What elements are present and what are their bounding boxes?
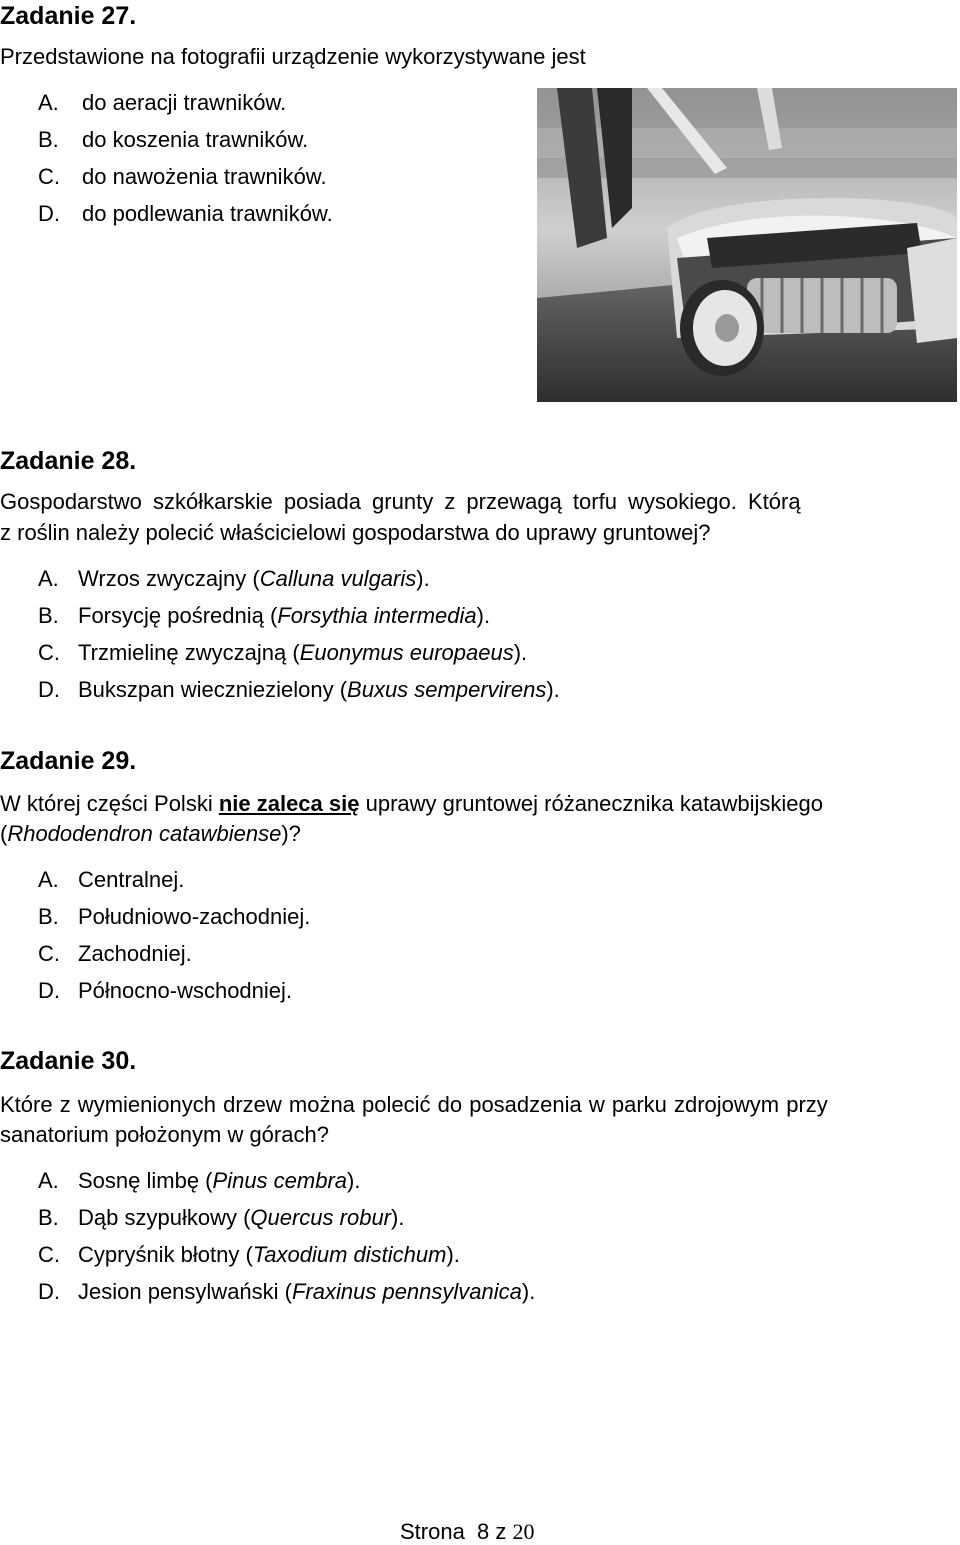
aerator-photo (537, 88, 957, 402)
option-text: Forsycję pośrednią (Forsythia intermedia). (78, 603, 491, 628)
task-29-question-line2: (Rhododendron catawbiense)? (0, 821, 301, 846)
task-29-question-line1: W której części Polski nie zaleca się uprawy gruntowej różanecznika katawbijskiego (0, 791, 823, 816)
latin-name: Quercus robur (250, 1205, 392, 1230)
task-30-question-line1: Które z wymienionych drzew można polecić do posadzenia w parku zdrojowym przy (0, 1092, 828, 1117)
task-29-heading: Zadanie 29. (0, 747, 137, 775)
task-27-question: Przedstawione na fotografii urządzenie wykorzystywane jest (0, 44, 586, 69)
option-text: Bukszpan wieczniezielony (Buxus sempervirens). (78, 677, 560, 702)
option-letter: C. (38, 941, 60, 966)
option-text: Północno-wschodniej. (78, 978, 293, 1003)
option-text: Zachodniej. (78, 941, 192, 966)
task-30-heading: Zadanie 30. (0, 1047, 137, 1075)
page-footer (400, 1519, 534, 1545)
option-letter: C. (38, 1242, 60, 1267)
option-text: Trzmielinę zwyczajną (Euonymus europaeus). (78, 640, 528, 665)
latin-name: Fraxinus pennsylvanica (291, 1279, 522, 1304)
option-letter: D. (38, 677, 60, 702)
task-28-question-line1: Gospodarstwo szkółkarskie posiada grunty z przewagą torfu wysokiego. Którą (0, 489, 801, 514)
option-letter: D. (38, 978, 60, 1003)
option-text: do aeracji trawników. (82, 90, 287, 115)
option-text: Dąb szypułkowy (Quercus robur). (78, 1205, 405, 1230)
option-letter: B. (38, 127, 59, 152)
latin-name: Euonymus europaeus (299, 640, 514, 665)
option-letter: B. (38, 904, 59, 929)
latin-name: Rhododendron catawbiense (7, 821, 282, 846)
option-letter: A. (38, 566, 59, 591)
task-27-heading: Zadanie 27. (0, 2, 137, 30)
footer-total-pages: 20 (512, 1519, 535, 1544)
option-text: do koszenia trawników. (82, 127, 309, 152)
emphasis-not-recommended: nie zaleca się (218, 791, 360, 816)
option-text: Centralnej. (78, 867, 185, 892)
option-text: do podlewania trawników. (82, 201, 333, 226)
option-text: Sosnę limbę (Pinus cembra). (78, 1168, 361, 1193)
option-letter: B. (38, 1205, 59, 1230)
task-28-question-line2: z roślin należy polecić właścicielowi gospodarstwa do uprawy gruntowej? (0, 520, 711, 545)
latin-name: Forsythia intermedia (277, 603, 477, 628)
option-letter: A. (38, 867, 59, 892)
option-letter: C. (38, 640, 60, 665)
option-text: Jesion pensylwański (Fraxinus pennsylvanica). (78, 1279, 536, 1304)
latin-name: Pinus cembra (212, 1168, 348, 1193)
footer-label: Strona (400, 1519, 465, 1544)
option-letter: D. (38, 201, 60, 226)
option-text: Wrzos zwyczajny (Calluna vulgaris). (78, 566, 430, 591)
option-letter: C. (38, 164, 60, 189)
option-text: Cypryśnik błotny (Taxodium distichum). (78, 1242, 460, 1267)
option-letter: A. (38, 90, 59, 115)
option-letter: B. (38, 603, 59, 628)
option-letter: D. (38, 1279, 60, 1304)
option-text: Południowo-zachodniej. (78, 904, 311, 929)
option-text: do nawożenia trawników. (82, 164, 327, 189)
latin-name: Buxus sempervirens (347, 677, 547, 702)
task-28-heading: Zadanie 28. (0, 447, 137, 475)
option-letter: A. (38, 1168, 59, 1193)
task-30-question-line2: sanatorium położonym w górach? (0, 1122, 329, 1147)
footer-of: z (495, 1519, 507, 1544)
latin-name: Calluna vulgaris (259, 566, 417, 591)
footer-page-number: 8 (476, 1519, 490, 1544)
latin-name: Taxodium distichum (252, 1242, 447, 1267)
